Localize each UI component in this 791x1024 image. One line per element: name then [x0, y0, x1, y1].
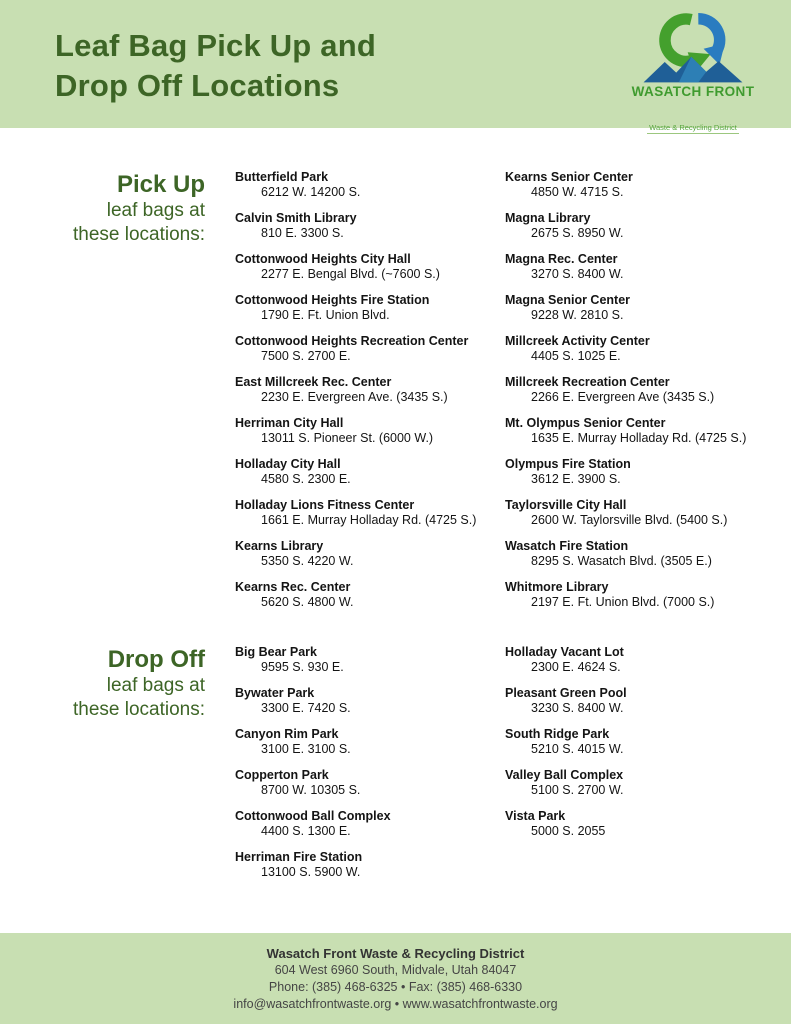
location-name: Pleasant Green Pool	[505, 686, 627, 700]
dropoff-subheading-line1: leaf bags at	[106, 675, 205, 696]
location-entry	[505, 416, 775, 446]
location-address: 810 E. 3300 S.	[261, 226, 344, 240]
location-name: Cottonwood Heights Recreation Center	[235, 334, 469, 348]
location-entry	[235, 539, 505, 569]
location-name: Calvin Smith Library	[235, 211, 357, 225]
location-name: Canyon Rim Park	[235, 727, 339, 741]
pickup-subheading-line1: leaf bags at	[106, 200, 205, 221]
location-address: 1635 E. Murray Holladay Rd. (4725 S.)	[531, 431, 747, 445]
location-name: Mt. Olympus Senior Center	[505, 416, 666, 430]
location-name: Herriman City Hall	[235, 416, 344, 430]
pickup-columns	[235, 170, 775, 621]
location-entry	[505, 170, 775, 200]
location-address: 2266 E. Evergreen Ave (3435 S.)	[531, 390, 715, 404]
location-address: 13100 S. 5900 W.	[261, 865, 361, 879]
pickup-subheading-line2: these locations:	[72, 224, 205, 245]
location-name: Kearns Rec. Center	[235, 580, 351, 594]
location-entry	[235, 375, 505, 405]
location-entry	[505, 375, 775, 405]
location-name: Magna Rec. Center	[505, 252, 618, 266]
location-address: 3230 S. 8400 W.	[531, 701, 624, 715]
location-address: 9228 W. 2810 S.	[531, 308, 624, 322]
location-address: 5210 S. 4015 W.	[531, 742, 624, 756]
location-name: Cottonwood Heights City Hall	[235, 252, 411, 266]
location-entry	[235, 686, 505, 716]
location-entry	[235, 809, 505, 839]
page-title	[55, 26, 376, 106]
location-address: 4580 S. 2300 E.	[261, 472, 351, 486]
locations-body	[0, 128, 791, 891]
location-name: Holladay City Hall	[235, 457, 341, 471]
location-entry	[505, 293, 775, 323]
header-band	[0, 0, 791, 132]
location-name: Whitmore Library	[505, 580, 609, 594]
location-address: 4405 S. 1025 E.	[531, 349, 621, 363]
location-address: 8700 W. 10305 S.	[261, 783, 361, 797]
pickup-heading: Pick Up	[116, 171, 205, 198]
location-entry	[505, 645, 775, 675]
footer-band	[0, 933, 791, 1024]
location-name: Millcreek Recreation Center	[505, 375, 670, 389]
logo-name-text: WASATCH FRONT	[631, 84, 755, 99]
location-address: 8295 S. Wasatch Blvd. (3505 E.)	[531, 554, 712, 568]
location-entry	[235, 170, 505, 200]
page-title-line1: Leaf Bag Pick Up and	[55, 28, 376, 63]
pickup-column-2	[505, 170, 775, 621]
pickup-column-1	[235, 170, 505, 621]
location-address: 5350 S. 4220 W.	[261, 554, 354, 568]
location-entry	[505, 809, 775, 839]
location-name: Olympus Fire Station	[505, 457, 631, 471]
location-name: Millcreek Activity Center	[505, 334, 650, 348]
location-name: South Ridge Park	[505, 727, 610, 741]
location-name: Taylorsville City Hall	[505, 498, 627, 512]
location-address: 2230 E. Evergreen Ave. (3435 S.)	[261, 390, 448, 404]
location-name: Kearns Library	[235, 539, 324, 553]
location-name: Magna Library	[505, 211, 591, 225]
location-name: Butterfield Park	[235, 170, 329, 184]
dropoff-column-2	[505, 645, 775, 891]
location-name: Holladay Vacant Lot	[505, 645, 624, 659]
location-address: 3270 S. 8400 W.	[531, 267, 624, 281]
location-entry	[235, 645, 505, 675]
footer-address: 604 West 6960 South, Midvale, Utah 84047	[274, 963, 517, 977]
location-entry	[505, 252, 775, 282]
location-entry	[235, 768, 505, 798]
dropoff-section-label	[0, 645, 205, 891]
location-address: 2197 E. Ft. Union Blvd. (7000 S.)	[531, 595, 715, 609]
location-address: 1661 E. Murray Holladay Rd. (4725 S.)	[261, 513, 477, 527]
location-entry	[235, 252, 505, 282]
location-entry	[505, 686, 775, 716]
location-name: Cottonwood Heights Fire Station	[235, 293, 430, 307]
location-address: 7500 S. 2700 E.	[261, 349, 351, 363]
location-name: Vista Park	[505, 809, 566, 823]
location-name: Bywater Park	[235, 686, 315, 700]
logo-tagline-text: Waste & Recycling District	[649, 123, 737, 132]
pickup-section	[0, 128, 791, 621]
dropoff-heading: Drop Off	[107, 646, 205, 673]
location-entry	[235, 850, 505, 880]
dropoff-columns	[235, 645, 775, 891]
location-entry	[235, 457, 505, 487]
location-entry	[505, 498, 775, 528]
location-entry	[505, 457, 775, 487]
location-entry	[235, 293, 505, 323]
location-entry	[505, 727, 775, 757]
recycle-arrows-icon	[640, 8, 746, 86]
location-entry	[235, 334, 505, 364]
location-address: 3300 E. 7420 S.	[261, 701, 351, 715]
location-name: Kearns Senior Center	[505, 170, 633, 184]
footer-email-web: info@wasatchfrontwaste.org • www.wasatchfrontwaste.org	[233, 997, 558, 1011]
location-name: Wasatch Fire Station	[505, 539, 629, 553]
dropoff-subheading-line2: these locations:	[72, 699, 205, 720]
location-address: 1790 E. Ft. Union Blvd.	[261, 308, 390, 322]
location-name: East Millcreek Rec. Center	[235, 375, 392, 389]
location-name: Copperton Park	[235, 768, 329, 782]
location-entry	[505, 768, 775, 798]
location-name: Big Bear Park	[235, 645, 317, 659]
location-address: 2675 S. 8950 W.	[531, 226, 624, 240]
location-name: Holladay Lions Fitness Center	[235, 498, 415, 512]
page-title-line2: Drop Off Locations	[55, 68, 340, 103]
location-entry	[505, 211, 775, 241]
location-address: 5620 S. 4800 W.	[261, 595, 354, 609]
location-entry	[235, 498, 505, 528]
location-entry	[505, 580, 775, 610]
location-address: 4400 S. 1300 E.	[261, 824, 351, 838]
location-address: 2600 W. Taylorsville Blvd. (5400 S.)	[531, 513, 728, 527]
location-address: 4850 W. 4715 S.	[531, 185, 624, 199]
location-address: 3100 E. 3100 S.	[261, 742, 351, 756]
location-name: Cottonwood Ball Complex	[235, 809, 391, 823]
location-address: 2300 E. 4624 S.	[531, 660, 621, 674]
location-address: 9595 S. 930 E.	[261, 660, 344, 674]
location-entry	[505, 334, 775, 364]
location-name: Herriman Fire Station	[235, 850, 363, 864]
location-entry	[235, 727, 505, 757]
dropoff-column-1	[235, 645, 505, 891]
location-address: 6212 W. 14200 S.	[261, 185, 361, 199]
location-entry	[235, 211, 505, 241]
footer-org-name: Wasatch Front Waste & Recycling District	[266, 946, 525, 961]
dropoff-section	[0, 621, 791, 891]
wasatch-front-logo	[629, 8, 757, 135]
location-entry	[235, 416, 505, 446]
location-address: 13011 S. Pioneer St. (6000 W.)	[261, 431, 434, 445]
location-name: Valley Ball Complex	[505, 768, 624, 782]
location-address: 3612 E. 3900 S.	[531, 472, 621, 486]
location-address: 5100 S. 2700 W.	[531, 783, 624, 797]
location-address: 5000 S. 2055	[531, 824, 606, 838]
location-address: 2277 E. Bengal Blvd. (~7600 S.)	[261, 267, 440, 281]
location-name: Magna Senior Center	[505, 293, 631, 307]
pickup-section-label	[0, 170, 205, 621]
location-entry	[235, 580, 505, 610]
footer-phone-fax: Phone: (385) 468-6325 • Fax: (385) 468-6330	[268, 980, 523, 994]
location-entry	[505, 539, 775, 569]
